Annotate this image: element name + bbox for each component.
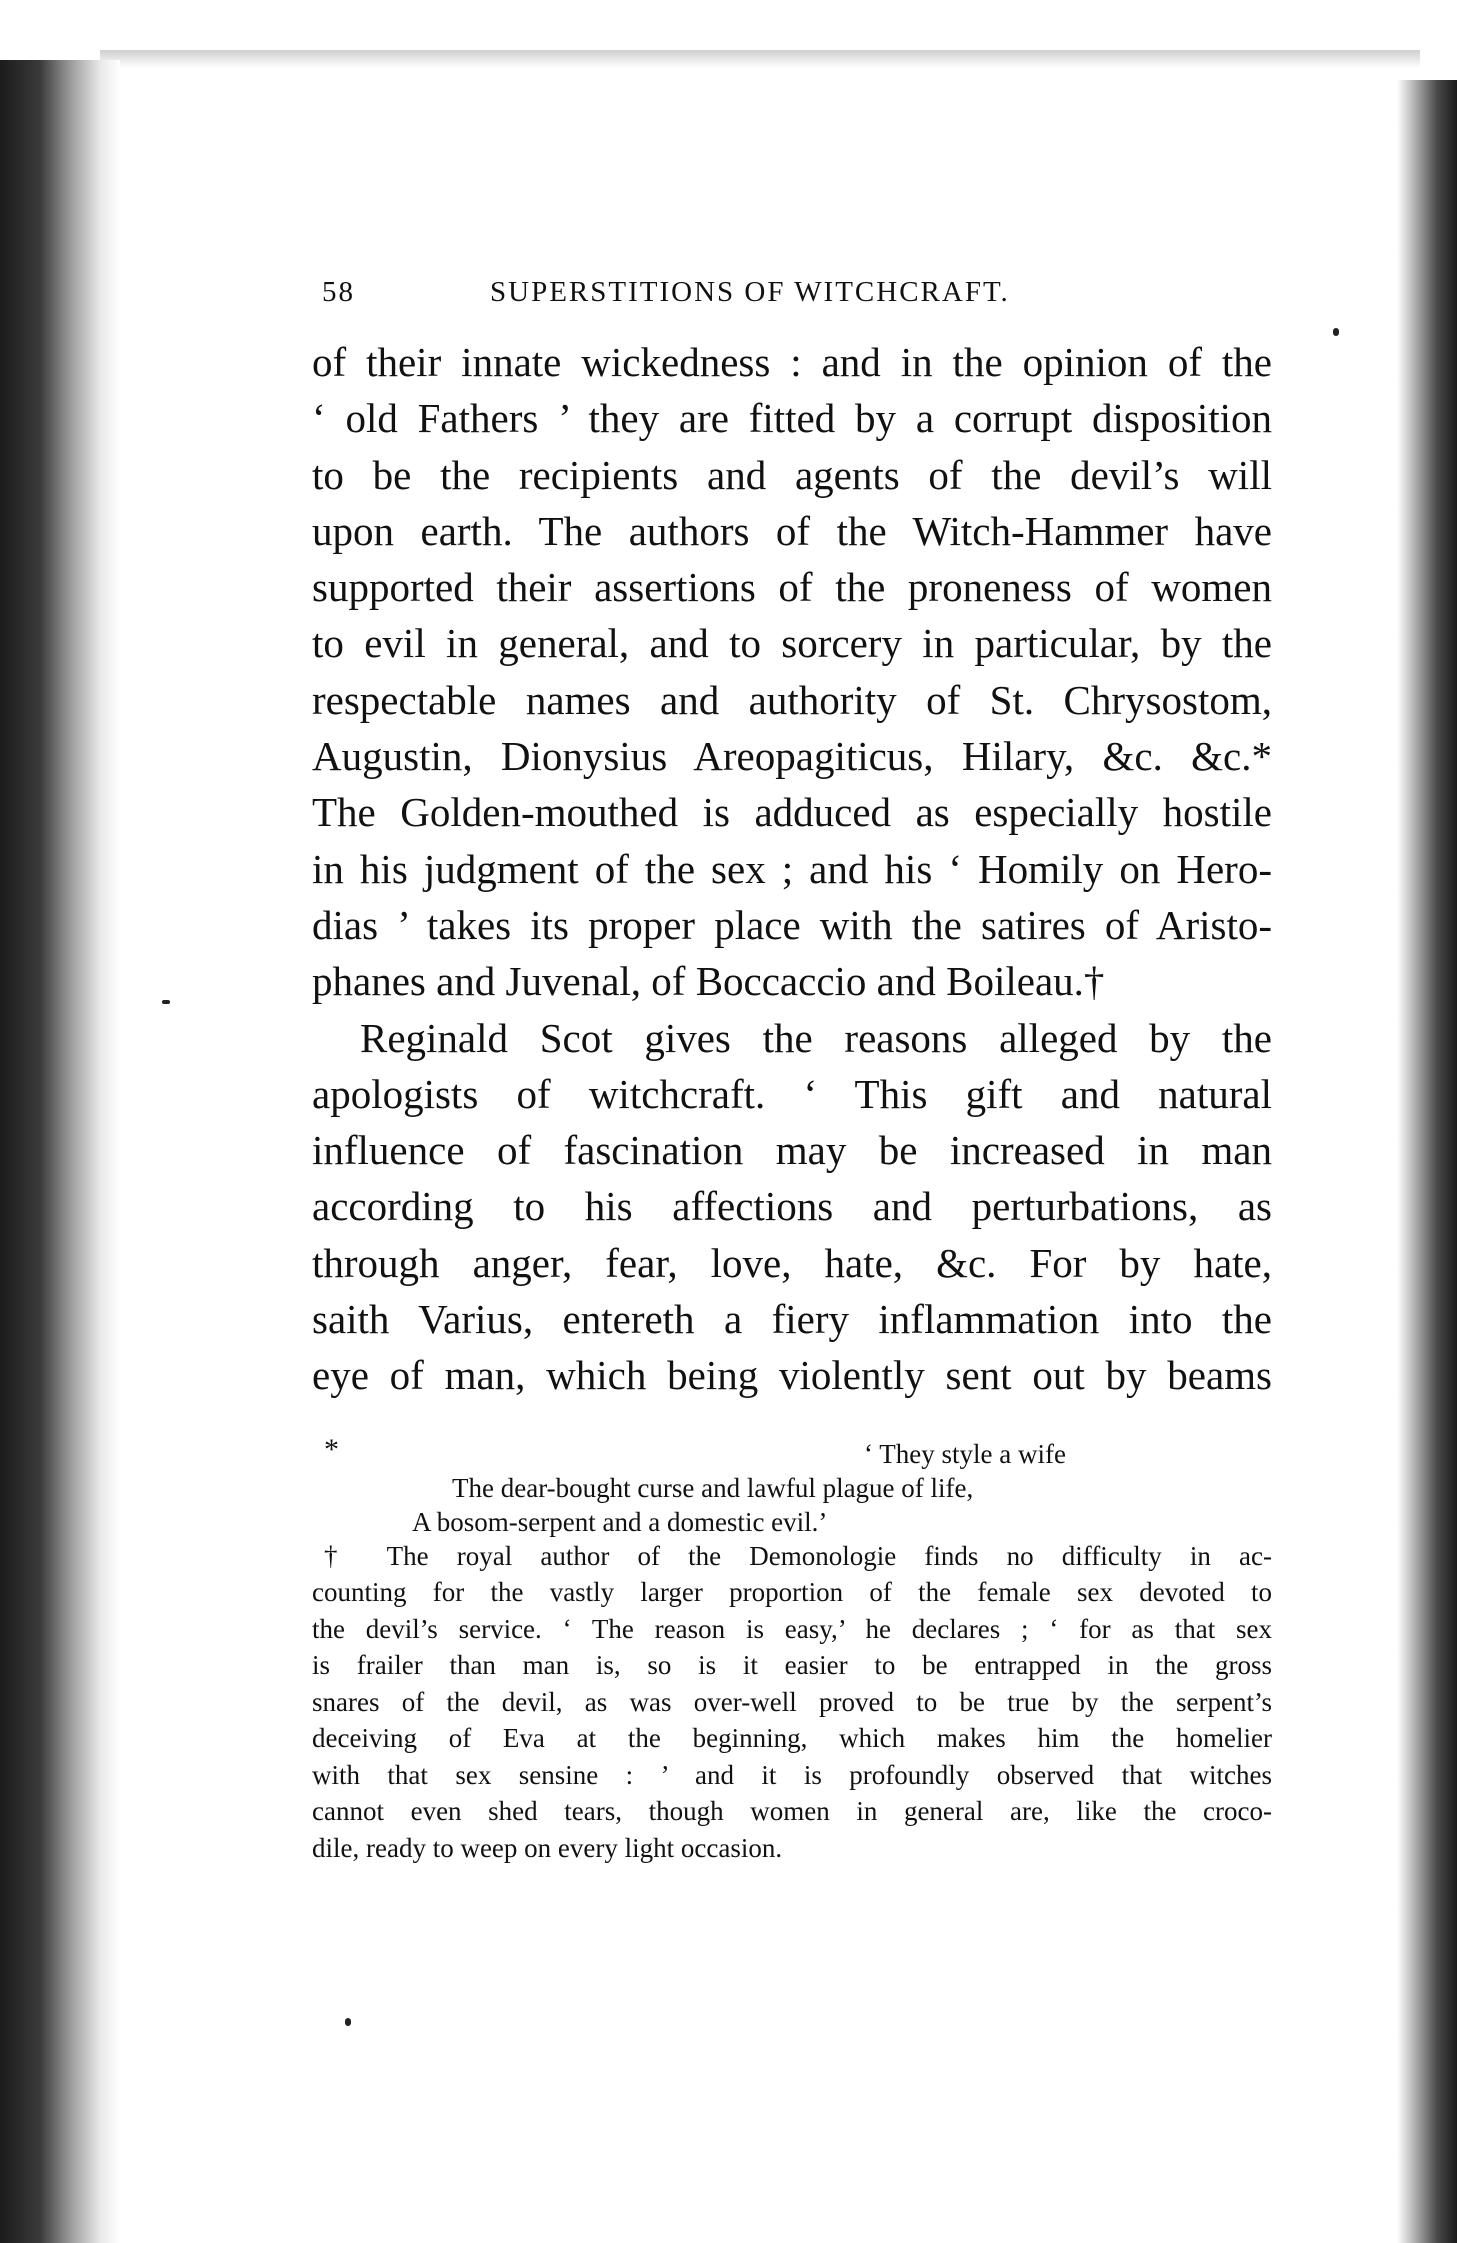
main-text	[312, 334, 1272, 1404]
text-line: in his judgment of the sex ; and his ‘ Homily on Hero-	[312, 845, 1272, 892]
running-title: SUPERSTITIONS OF WITCHCRAFT.	[490, 276, 1010, 308]
footnotes	[312, 1432, 1272, 1867]
scan-speck	[162, 1000, 170, 1004]
text-line: ‘ old Fathers ’ they are fitted by a corrupt disposition	[312, 395, 1272, 442]
footnote-verse-line: The dear-bought curse and lawful plague of life,	[452, 1472, 974, 1503]
text-line: through anger, fear, love, hate, &c. For by hate,	[312, 1239, 1272, 1286]
text-line: The Golden-mouthed is adduced as especially hostile	[312, 789, 1272, 836]
footnote-asterisk: *	[324, 1432, 339, 1466]
scan-left-edge	[0, 60, 120, 2243]
footnote-line: cannot even shed tears, though women in general are, like the croco-	[312, 1796, 1272, 1827]
footnote-line: the devil’s service. ‘ The reason is easy,’ he declares ; ‘ for as that sex	[312, 1613, 1272, 1644]
scan-speck	[345, 2018, 351, 2026]
footnote-line: with that sex sensine : ’ and it is profoundly observed that witches	[312, 1759, 1272, 1790]
text-line: saith Varius, entereth a fiery inflammation into the	[312, 1296, 1272, 1343]
scan-right-edge	[1397, 80, 1457, 2243]
text-line: apologists of witchcraft. ‘ This gift and natural	[312, 1070, 1272, 1117]
footnote-verse-line: A bosom-serpent and a domestic evil.’	[412, 1506, 828, 1537]
text-line: Reginald Scot gives the reasons alleged by the	[360, 1014, 1272, 1061]
text-line: phanes and Juvenal, of Boccaccio and Boileau.†	[312, 958, 1105, 1005]
text-line: of their innate wickedness : and in the opinion of the	[312, 339, 1272, 385]
page-number: 58	[322, 276, 355, 308]
text-line: influence of fascination may be increased in man	[312, 1127, 1272, 1174]
text-line: supported their assertions of the proneness of women	[312, 564, 1272, 611]
book-page	[312, 268, 1272, 1866]
text-line: dias ’ takes its proper place with the satires of Aristo-	[312, 901, 1272, 948]
text-line: to be the recipients and agents of the devil’s will	[312, 451, 1272, 498]
text-line: respectable names and authority of St. Chrysostom,	[312, 676, 1272, 723]
footnote-line: snares of the devil, as was over-well proved to be true by the serpent’s	[312, 1686, 1272, 1717]
footnote-verse-line: ‘ They style a wife	[864, 1438, 1066, 1469]
scan-top-shadow	[100, 50, 1420, 68]
text-line: to evil in general, and to sorcery in particular, by the	[312, 620, 1272, 667]
running-header	[312, 268, 1272, 312]
footnote-line: counting for the vastly larger proportion of the female sex devoted to	[312, 1577, 1272, 1608]
footnote-line: dile, ready to weep on every light occasion.	[312, 1832, 783, 1863]
text-line: eye of man, which being violently sent out by beams	[312, 1352, 1272, 1399]
scan-speck	[1333, 328, 1339, 336]
text-line: upon earth. The authors of the Witch-Hammer have	[312, 507, 1272, 554]
text-line: according to his affections and perturbations, as	[312, 1183, 1272, 1230]
footnote-line: is frailer than man is, so is it easier to be entrapped in the gross	[312, 1650, 1272, 1681]
text-line: Augustin, Dionysius Areopagiticus, Hilary, &c. &c.*	[312, 733, 1272, 780]
footnote-line: deceiving of Eva at the beginning, which makes him the homelier	[312, 1723, 1272, 1754]
footnote-line: † The royal author of the Demonologie finds no difficulty in ac-	[324, 1540, 1272, 1571]
